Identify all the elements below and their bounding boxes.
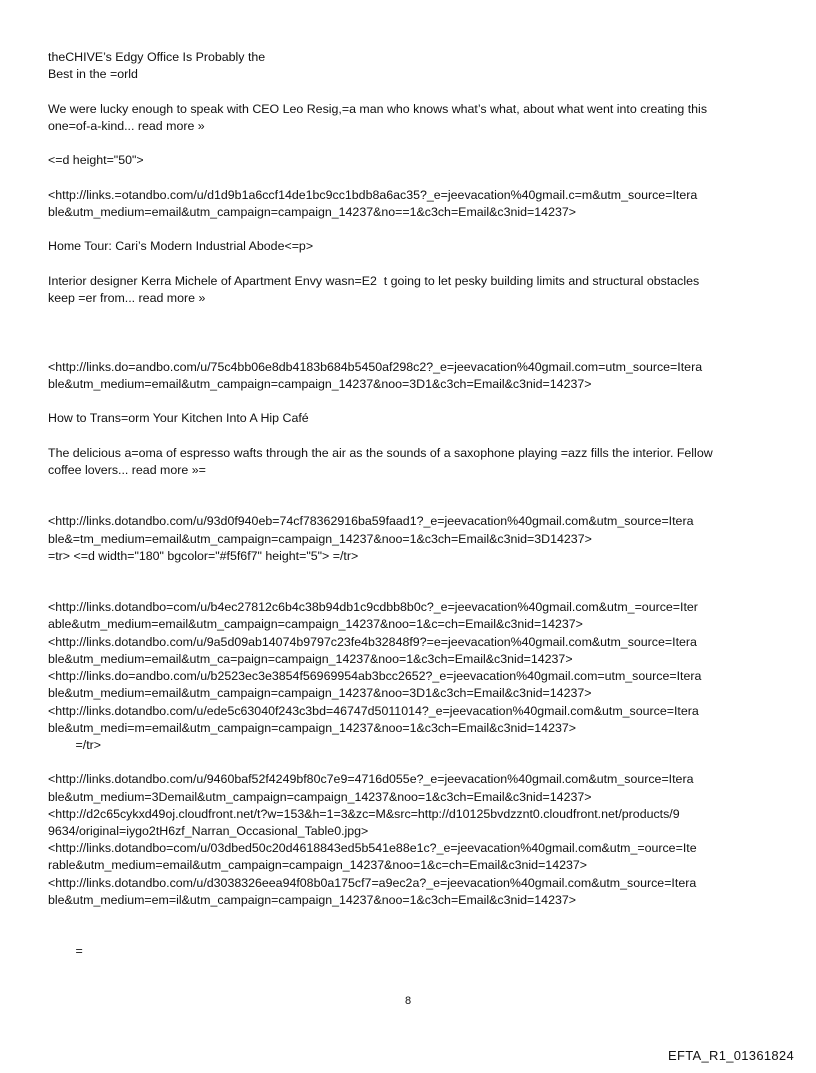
document-body [48, 49, 772, 961]
blank-line [48, 221, 772, 238]
text-line: <http://links.dotandbo.com/u/9460baf52f4249bf80c7e9=4716d055e?_e=jeevacation%40gmail.com&utm_source=Itera [48, 772, 694, 787]
text-line: ble&utm_medi=m=email&utm_campaign=campaign_14237&noo=1&c3ch=Email&c3nid=14237> [48, 720, 576, 735]
blank-line [48, 83, 772, 100]
text-line: Home Tour: Cari’s Modern Industrial Abode<=p> [48, 239, 314, 254]
text-line: <http://links.do=andbo.com/u/b2523ec3e3854f56969954ab3bcc2652?_e=jeevacation%40gmail.com=utm_source=Itera [48, 669, 702, 684]
page-number: 8 [404, 995, 412, 1007]
blank-line [48, 393, 772, 410]
text-line: 9634/original=iygo2tH6zf_Narran_Occasional_Table0.jpg> [48, 823, 369, 838]
text-line: <http://links.=otandbo.com/u/d1d9b1a6ccf14de1bc9cc1bdb8a6ac35?_e=jeevacation%40gmail.c=m&utm_source=Itera [48, 187, 698, 202]
text-line: <http://links.dotandbo=com/u/03dbed50c20d4618843ed5b541e88e1c?_e=jeevacation%40gmail.com&utm_=ource=Ite [48, 841, 697, 856]
blank-line [48, 926, 772, 943]
text-line: ble&utm_medium=3Demail&utm_campaign=campaign_14237&noo=1&c3ch=Email&c3nid=14237> [48, 789, 592, 804]
text-line: one=of-a-kind... read more » [48, 118, 205, 133]
text-line: ble&=tm_medium=email&utm_campaign=campaign_14237&noo=1&c3ch=Email&c3nid=3D14237> [48, 531, 592, 546]
text-line: <http://links.dotandbo.com/u/d3038326eea94f08b0a175cf7=a9ec2a?_e=jeevacation%40gmail.com&utm_source=Itera [48, 875, 697, 890]
text-line: <http://links.dotandbo.com/u/93d0f940eb=74cf78362916ba59faad1?_e=jeevacation%40gmail.com&utm_source=Itera [48, 514, 694, 529]
blank-line [48, 496, 772, 513]
blank-line [48, 582, 772, 599]
text-line: ble&utm_medium=email&utm_campaign=campaign_14237&noo=3D1&c3ch=Email&c3nid=14237> [48, 686, 592, 701]
text-line: <http://links.dotandbo.com/u/ede5c63040f243c3bd=46747d5011014?_e=jeevacation%40gmail.com&utm_source=Itera [48, 703, 699, 718]
text-line: coffee lovers... read more »= [48, 462, 206, 477]
text-line: keep =er from... read more » [48, 290, 206, 305]
blank-line [48, 169, 772, 186]
text-line: <http://d2c65cykxd49oj.cloudfront.net/t?w=153&h=1=3&zc=M&src=http://d10125bvdzznt0.cloudfront.net/products/9 [48, 806, 680, 821]
blank-line [48, 255, 772, 272]
text-line: Best in the =orld [48, 67, 138, 82]
text-line: <=d height="50"> [48, 153, 144, 168]
text-line: ble&utm_medium=email&utm_ca=paign=campaign_14237&noo=1&c3ch=Email&c3nid=14237> [48, 651, 573, 666]
blank-line [48, 427, 772, 444]
text-line: Interior designer Kerra Michele of Apartment Envy wasn=E2 t going to let pesky building limits and structural obstacles [48, 273, 700, 288]
text-line: We were lucky enough to speak with CEO Leo Resig,=a man who knows what’s what, about what went into creating this [48, 101, 708, 116]
blank-line [48, 909, 772, 926]
text-line: The delicious a=oma of espresso wafts through the air as the sounds of a saxophone playing =azz fills the interior. Fellow [48, 445, 713, 460]
text-line: ble&utm_medium=em=il&utm_campaign=campaign_14237&noo=1&c3ch=Email&c3nid=14237> [48, 892, 576, 907]
text-line: =/tr> [48, 737, 102, 752]
text-line: rable&utm_medium=email&utm_campaign=campaign_14237&noo=1&c=ch=Email&c3nid=14237> [48, 858, 587, 873]
document-id: EFTA_R1_01361824 [668, 1048, 794, 1063]
text-line: <http://links.dotandbo=com/u/b4ec27812c6b4c38b94db1c9cdbb8b0c?_e=jeevacation%40gmail.com&utm_=ource=Iter [48, 600, 698, 615]
text-line: = [48, 944, 83, 959]
blank-line [48, 754, 772, 771]
blank-line [48, 307, 772, 324]
text-line: =tr> <=d width="180" bgcolor="#f5f6f7" height="5"> =/tr> [48, 548, 359, 563]
text-line: able&utm_medium=email&utm_campaign=campaign_14237&noo=1&c=ch=Email&c3nid=14237> [48, 617, 583, 632]
text-line: theCHIVE’s Edgy Office Is Probably the [48, 50, 266, 64]
blank-line [48, 479, 772, 496]
text-line: <http://links.dotandbo.com/u/9a5d09ab14074b9797c23fe4b32848f9?=e=jeevacation%40gmail.com&utm_source=Itera [48, 634, 697, 649]
blank-line [48, 341, 772, 358]
text-line: <http://links.do=andbo.com/u/75c4bb06e8db4183b684b5450af298c2?_e=jeevacation%40gmail.com=utm_source=Itera [48, 359, 703, 374]
text-line: ble&utm_medium=email&utm_campaign=campaign_14237&noo=3D1&c3ch=Email&c3nid=14237> [48, 376, 592, 391]
blank-line [48, 565, 772, 582]
blank-line [48, 135, 772, 152]
text-line: ble&utm_medium=email&utm_campaign=campaign_14237&no==1&c3ch=Email&c3nid=14237> [48, 204, 576, 219]
text-line: How to Trans=orm Your Kitchen Into A Hip Café [48, 411, 309, 426]
blank-line [48, 324, 772, 341]
